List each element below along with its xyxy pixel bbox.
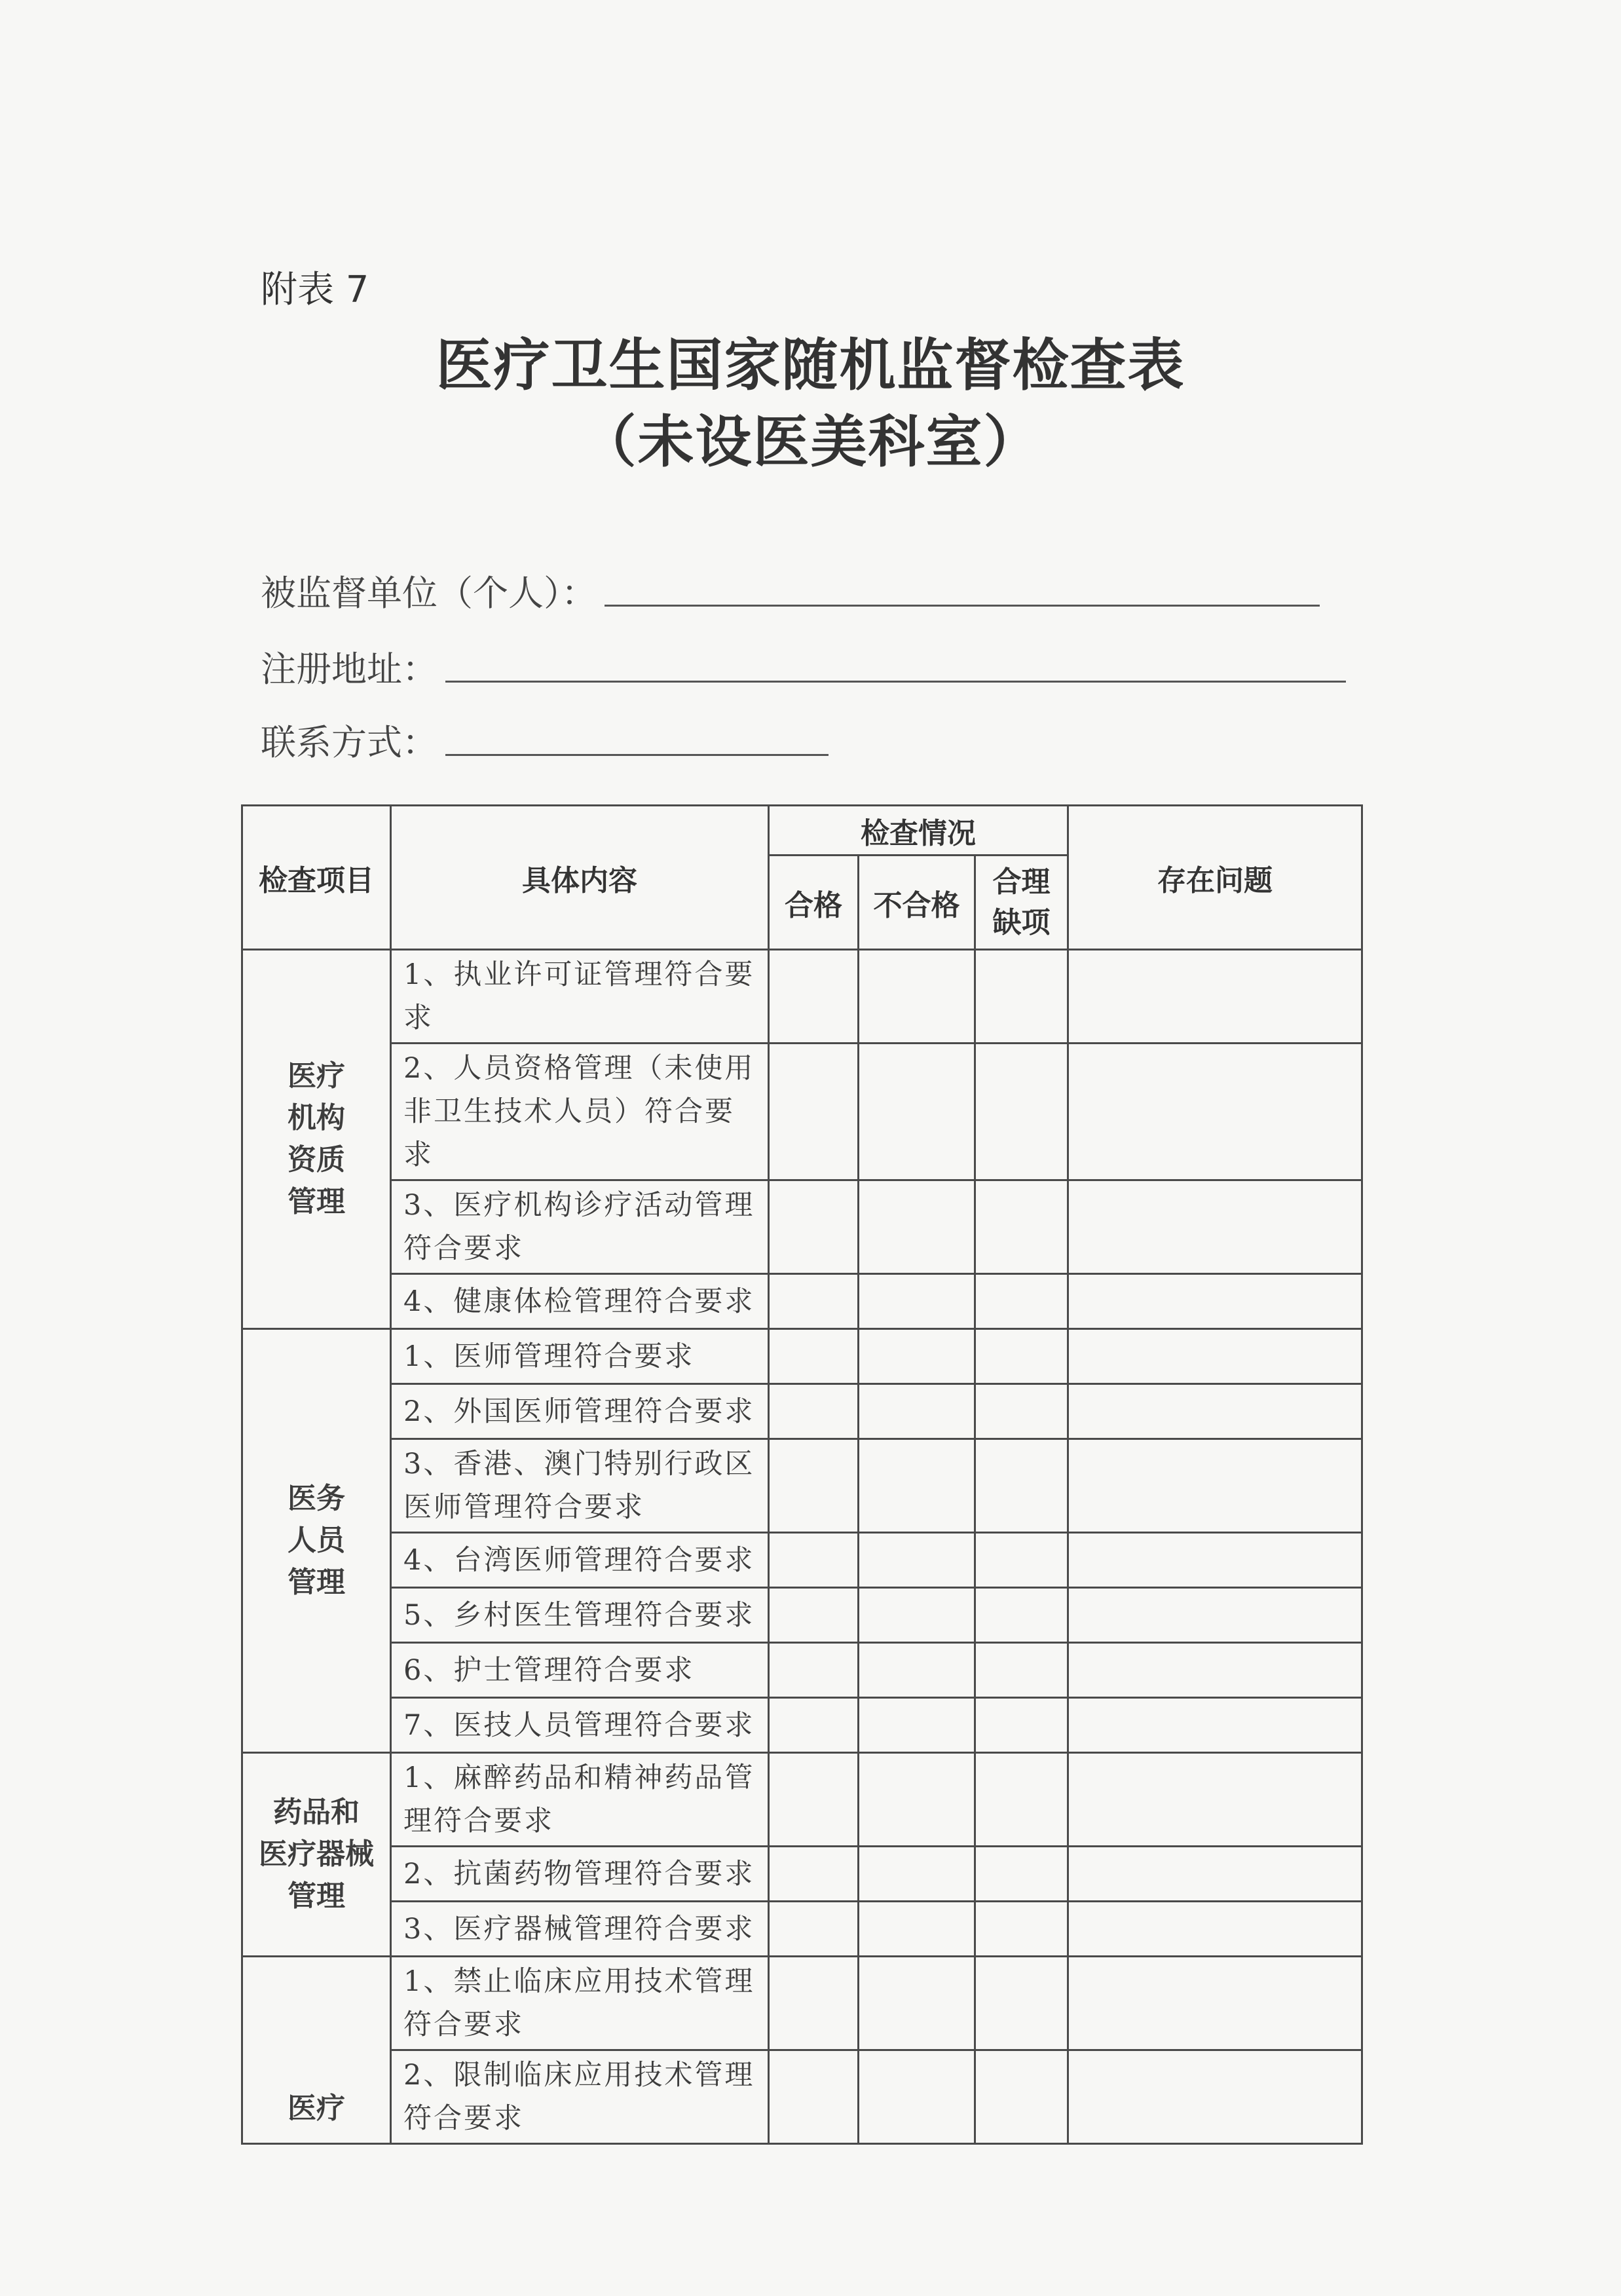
attachment-label: 附表 7 — [261, 269, 369, 311]
fail-cell[interactable] — [859, 2050, 975, 2144]
na-cell[interactable] — [975, 1439, 1068, 1533]
na-cell[interactable] — [975, 1274, 1068, 1329]
table-row — [242, 1753, 1362, 1847]
table-row — [242, 1698, 1362, 1753]
category-line: 药品和 — [273, 1796, 360, 1829]
issue-cell[interactable] — [1068, 1044, 1362, 1180]
issue-cell[interactable] — [1068, 1643, 1362, 1698]
table-row — [242, 1180, 1362, 1274]
fail-cell[interactable] — [859, 1329, 975, 1384]
header-content: 具体内容 — [391, 806, 769, 950]
na-cell[interactable] — [975, 950, 1068, 1044]
na-cell[interactable] — [975, 1384, 1068, 1439]
na-cell[interactable] — [975, 1588, 1068, 1643]
pass-cell[interactable] — [769, 1180, 859, 1274]
table-row — [242, 1274, 1362, 1329]
na-cell[interactable] — [975, 1533, 1068, 1588]
fail-cell[interactable] — [859, 1588, 975, 1643]
item-content: 2、抗菌药物管理符合要求 — [391, 1847, 769, 1902]
category-line: 人员 — [288, 1524, 345, 1557]
na-cell[interactable] — [975, 1902, 1068, 1957]
pass-cell[interactable] — [769, 1588, 859, 1643]
header-issues: 存在问题 — [1068, 806, 1362, 950]
na-cell[interactable] — [975, 1643, 1068, 1698]
table-row — [242, 1439, 1362, 1533]
item-content: 2、限制临床应用技术管理符合要求 — [391, 2050, 769, 2144]
item-content: 4、健康体检管理符合要求 — [391, 1274, 769, 1329]
item-content: 1、麻醉药品和精神药品管理符合要求 — [391, 1753, 769, 1847]
category-line: 管理 — [288, 1185, 345, 1218]
table-row — [242, 950, 1362, 1044]
issue-cell[interactable] — [1068, 1957, 1362, 2050]
pass-cell[interactable] — [769, 950, 859, 1044]
contact-input-line[interactable] — [445, 754, 829, 756]
item-content: 6、护士管理符合要求 — [391, 1643, 769, 1698]
fail-cell[interactable] — [859, 1643, 975, 1698]
fail-cell[interactable] — [859, 1439, 975, 1533]
table-row — [242, 1957, 1362, 2050]
page-subtitle: （未设医美科室） — [580, 409, 1041, 475]
fail-cell[interactable] — [859, 950, 975, 1044]
category-line: 医疗 — [288, 2092, 345, 2125]
issue-cell[interactable] — [1068, 1588, 1362, 1643]
pass-cell[interactable] — [769, 1274, 859, 1329]
issue-cell[interactable] — [1068, 1274, 1362, 1329]
category-line: 医疗器械 — [259, 1837, 374, 1871]
table-row — [242, 1384, 1362, 1439]
pass-cell[interactable] — [769, 1902, 859, 1957]
pass-cell[interactable] — [769, 1698, 859, 1753]
pass-cell[interactable] — [769, 1384, 859, 1439]
fail-cell[interactable] — [859, 1698, 975, 1753]
registered-address-input-line[interactable] — [445, 681, 1346, 683]
fail-cell[interactable] — [859, 1753, 975, 1847]
header-row — [242, 806, 1362, 856]
na-cell[interactable] — [975, 1180, 1068, 1274]
category-cell — [242, 1957, 391, 2144]
pass-cell[interactable] — [769, 1533, 859, 1588]
table-row — [242, 1588, 1362, 1643]
issue-cell[interactable] — [1068, 1180, 1362, 1274]
item-content: 2、人员资格管理（未使用非卫生技术人员）符合要求 — [391, 1044, 769, 1180]
category-cell — [242, 950, 391, 1329]
item-content: 7、医技人员管理符合要求 — [391, 1698, 769, 1753]
header-status: 检查情况 — [769, 806, 1068, 856]
header-item: 检查项目 — [242, 806, 391, 950]
item-content: 3、医疗器械管理符合要求 — [391, 1902, 769, 1957]
na-cell[interactable] — [975, 1847, 1068, 1902]
fail-cell[interactable] — [859, 1274, 975, 1329]
inspection-table — [241, 804, 1363, 2145]
fail-cell[interactable] — [859, 1180, 975, 1274]
fail-cell[interactable] — [859, 1847, 975, 1902]
fail-cell[interactable] — [859, 1533, 975, 1588]
category-line: 医务 — [288, 1482, 345, 1515]
item-content: 5、乡村医生管理符合要求 — [391, 1588, 769, 1643]
item-content: 2、外国医师管理符合要求 — [391, 1384, 769, 1439]
fail-cell[interactable] — [859, 1044, 975, 1180]
contact-field — [261, 713, 829, 765]
table-row — [242, 1847, 1362, 1902]
supervised-unit-field — [261, 563, 1320, 616]
issue-cell[interactable] — [1068, 1847, 1362, 1902]
na-cell[interactable] — [975, 1957, 1068, 2050]
header-na-line2: 缺项 — [992, 905, 1051, 939]
pass-cell[interactable] — [769, 1753, 859, 1847]
header-fail: 不合格 — [859, 856, 975, 950]
na-cell[interactable] — [975, 1698, 1068, 1753]
na-cell[interactable] — [975, 2050, 1068, 2144]
category-cell — [242, 1753, 391, 1957]
issue-cell[interactable] — [1068, 1753, 1362, 1847]
fail-cell[interactable] — [859, 1902, 975, 1957]
pass-cell[interactable] — [769, 1329, 859, 1384]
table-row — [242, 1533, 1362, 1588]
category-line: 医疗 — [288, 1059, 345, 1093]
pass-cell[interactable] — [769, 1439, 859, 1533]
table-row — [242, 1902, 1362, 1957]
pass-cell[interactable] — [769, 2050, 859, 2144]
issue-cell[interactable] — [1068, 1439, 1362, 1533]
issue-cell[interactable] — [1068, 1902, 1362, 1957]
table-row — [242, 1643, 1362, 1698]
item-content: 4、台湾医师管理符合要求 — [391, 1533, 769, 1588]
item-content: 1、医师管理符合要求 — [391, 1329, 769, 1384]
issue-cell[interactable] — [1068, 1329, 1362, 1384]
header-pass: 合格 — [769, 856, 859, 950]
pass-cell[interactable] — [769, 1643, 859, 1698]
na-cell[interactable] — [975, 1044, 1068, 1180]
issue-cell[interactable] — [1068, 1533, 1362, 1588]
pass-cell[interactable] — [769, 1044, 859, 1180]
field-label: 联系方式： — [261, 722, 438, 763]
item-content: 3、医疗机构诊疗活动管理符合要求 — [391, 1180, 769, 1274]
field-label: 被监督单位（个人）： — [261, 573, 597, 614]
table-row — [242, 1329, 1362, 1384]
supervised-unit-input-line[interactable] — [605, 605, 1320, 607]
item-content: 3、香港、澳门特别行政区医师管理符合要求 — [391, 1439, 769, 1533]
header-na-line1: 合理 — [992, 865, 1051, 899]
fail-cell[interactable] — [859, 1957, 975, 2050]
na-cell[interactable] — [975, 1329, 1068, 1384]
page-title: 医疗卫生国家随机监督检查表 — [436, 332, 1185, 398]
na-cell[interactable] — [975, 1753, 1068, 1847]
pass-cell[interactable] — [769, 1847, 859, 1902]
category-line: 管理 — [288, 1566, 345, 1599]
category-line: 管理 — [288, 1879, 345, 1913]
table-row — [242, 1044, 1362, 1180]
issue-cell[interactable] — [1068, 1384, 1362, 1439]
field-label: 注册地址： — [261, 649, 438, 690]
registered-address-field — [261, 639, 1346, 692]
item-content: 1、执业许可证管理符合要求 — [391, 950, 769, 1044]
issue-cell[interactable] — [1068, 1698, 1362, 1753]
header-na — [975, 856, 1068, 950]
pass-cell[interactable] — [769, 1957, 859, 2050]
category-line: 资质 — [288, 1143, 345, 1176]
issue-cell[interactable] — [1068, 950, 1362, 1044]
fail-cell[interactable] — [859, 1384, 975, 1439]
table-row — [242, 2050, 1362, 2144]
category-line: 机构 — [288, 1101, 345, 1135]
category-cell — [242, 1329, 391, 1753]
item-content: 1、禁止临床应用技术管理符合要求 — [391, 1957, 769, 2050]
issue-cell[interactable] — [1068, 2050, 1362, 2144]
